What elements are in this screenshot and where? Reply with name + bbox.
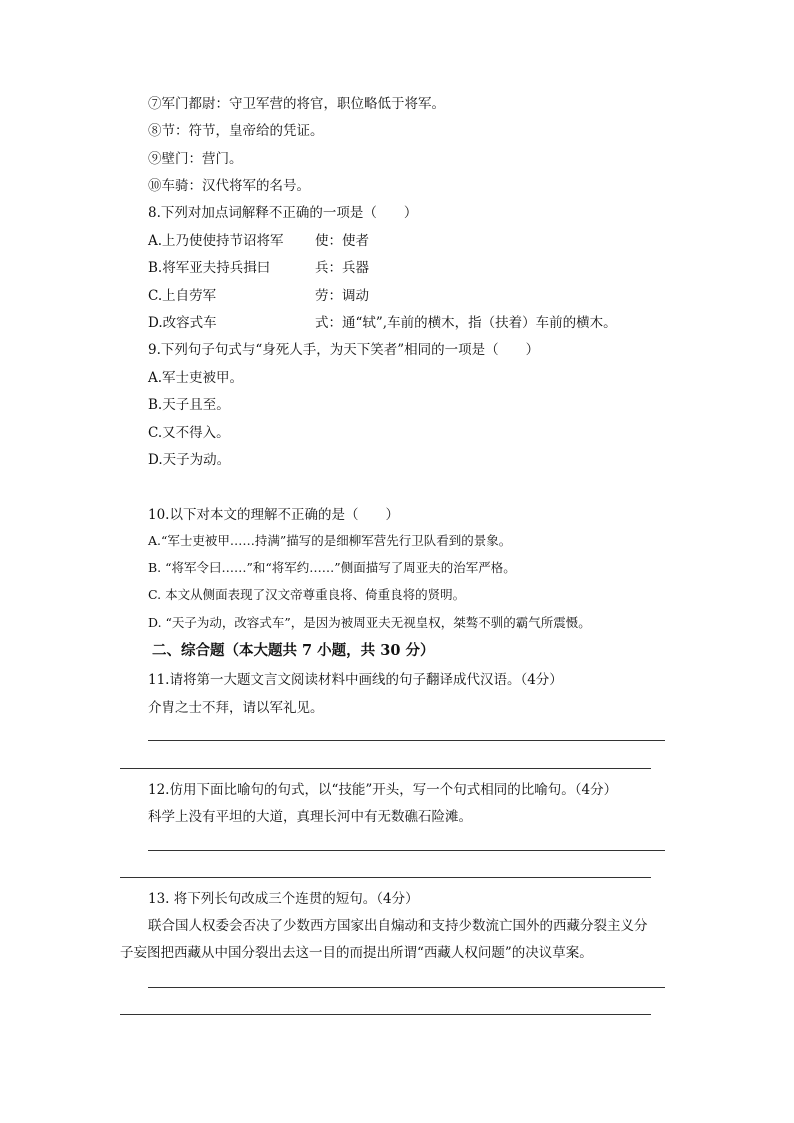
note-7: ⑦军门都尉：守卫军营的将官，职位略低于将军。 — [148, 96, 445, 112]
q8-option-c: C.上自劳军 — [148, 288, 217, 304]
q8-option-b: B.将军亚夫持兵揖曰 — [148, 260, 271, 276]
q13-passage-line-1: 联合国人权委会否决了少数西方国家出自煽动和支持少数流亡国外的西藏分裂主义分 — [148, 918, 648, 934]
q13-passage-line-2: 子妄图把西藏从中国分裂出去这一目的而提出所谓“西藏人权问题”的决议草案。 — [120, 945, 593, 961]
q13-answer-line-1[interactable] — [148, 987, 665, 988]
q10-option-a: A.“军士吏被甲……持满”描写的是细柳军营先行卫队看到的景象。 — [148, 533, 512, 548]
q13-answer-line-2[interactable] — [120, 1014, 651, 1015]
q9-option-a: A.军士吏被甲。 — [148, 370, 244, 386]
q11-stem: 11.请将第一大题文言文阅读材料中画线的句子翻译成代汉语。（4分） — [148, 672, 563, 688]
q12-answer-line-2[interactable] — [120, 877, 651, 878]
q8-option-a-gloss: 使：使者 — [315, 233, 369, 249]
q8-option-d-gloss: 式：通“轼”,车前的横木，指（扶着）车前的横木。 — [315, 315, 617, 331]
q9-stem: 9.下列句子句式与“身死人手，为天下笑者”相同的一项是（ ） — [148, 342, 540, 358]
q8-option-a: A.上乃使使持节诏将军 — [148, 233, 284, 249]
q9-option-c: C.又不得入。 — [148, 425, 230, 441]
section-heading: 二、综合题（本大题共 7 小题，共 30 分） — [152, 642, 435, 659]
q9-option-d: D.天子为动。 — [148, 452, 231, 468]
q8-stem: 8.下列对加点词解释不正确的一项是（ ） — [148, 205, 418, 221]
q11-sentence: 介胄之士不拜，请以军礼见。 — [148, 700, 324, 716]
q10-option-b: B. “将军令曰……”和“将军约……”侧面描写了周亚夫的治军严格。 — [148, 560, 516, 575]
note-10: ⑩车骑：汉代将军的名号。 — [148, 178, 310, 194]
q8-option-d: D.改容式车 — [148, 315, 217, 331]
q12-answer-line-1[interactable] — [148, 850, 665, 851]
q8-option-b-gloss: 兵：兵器 — [315, 260, 369, 276]
q12-stem: 12.仿用下面比喻句的句式，以“技能”开头，写一个句式相同的比喻句。（4分） — [148, 782, 618, 798]
q10-option-d: D. “天子为动，改容式车”，是因为被周亚夫无视皇权，桀骜不驯的霸气所震慑。 — [148, 615, 591, 630]
q10-option-c: C. 本文从侧面表现了汉文帝尊重良将、倚重良将的贤明。 — [148, 587, 466, 602]
q13-stem: 13. 将下列长句改成三个连贯的短句。（4分） — [148, 891, 419, 907]
q12-sentence: 科学上没有平坦的大道，真理长河中有无数礁石险滩。 — [148, 809, 472, 825]
q10-stem: 10.以下对本文的理解不正确的是（ ） — [148, 507, 399, 523]
q11-answer-line-1[interactable] — [148, 740, 665, 741]
note-9: ⑨壁门：营门。 — [148, 151, 243, 167]
q9-option-b: B.天子且至。 — [148, 397, 230, 413]
q11-answer-line-2[interactable] — [120, 768, 651, 769]
note-8: ⑧节：符节，皇帝给的凭证。 — [148, 123, 324, 139]
q8-option-c-gloss: 劳：调动 — [315, 288, 369, 304]
